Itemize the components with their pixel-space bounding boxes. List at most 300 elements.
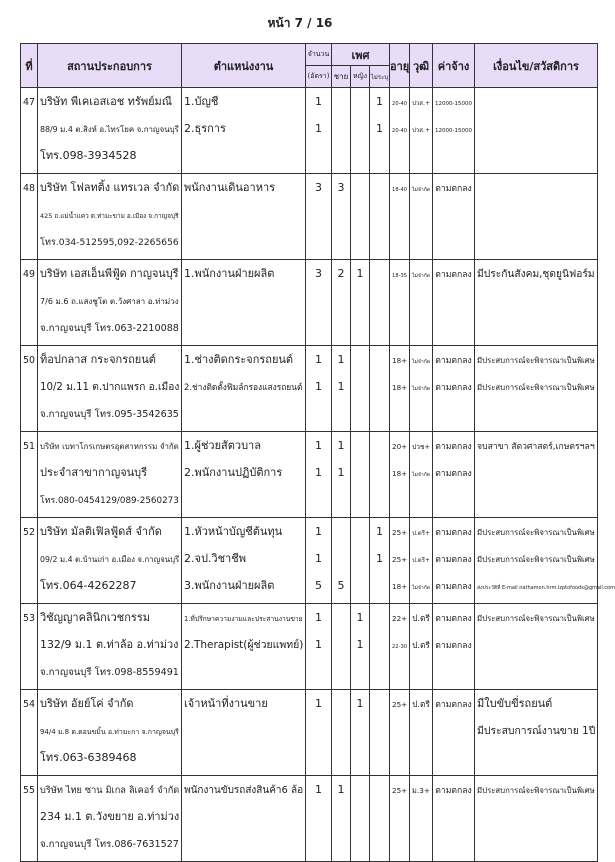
count-line [306, 350, 331, 377]
position-line [182, 694, 305, 721]
count-text: 3 [315, 181, 322, 194]
cell-position [182, 88, 306, 174]
count-line [306, 436, 331, 463]
cell-male [332, 518, 351, 604]
age-text: 25+ [392, 528, 408, 537]
position-line [182, 549, 305, 576]
education-line [410, 119, 432, 146]
company-text: จ.กาญจนบุรี โทร.098-8559491 [40, 667, 179, 678]
company-text: โทร.080-0454129/089-2560273 [40, 496, 179, 506]
cell-unspecified [370, 432, 390, 518]
age-line [390, 178, 409, 205]
no-line [21, 608, 37, 635]
no-text: 49 [23, 269, 35, 280]
position-line [182, 377, 305, 404]
company-line [38, 436, 181, 463]
conditions-text: มีประสบการณ์จะพิจารณาเป็นพิเศษ [477, 555, 595, 564]
cell-education [410, 604, 433, 690]
cell-age [390, 346, 410, 432]
no-line [21, 264, 37, 291]
company-text: บริษัท โฟลทติ้ง แทรเวล จำกัด [40, 181, 180, 194]
female-text: 1 [356, 638, 364, 651]
cell-wage [433, 690, 475, 776]
age-line [390, 119, 409, 146]
company-line [38, 205, 181, 232]
company-line [38, 635, 181, 662]
company-line [38, 146, 181, 173]
cell-wage [433, 88, 475, 174]
table-row [21, 174, 598, 260]
cell-wage [433, 604, 475, 690]
age-line [390, 635, 409, 662]
cell-age [390, 432, 410, 518]
education-text: ไม่จำกัด [412, 386, 431, 392]
cell-education [410, 690, 433, 776]
page-title: หน้า 7 / 16 [267, 16, 333, 30]
cell-count [306, 690, 332, 776]
company-text: 425 ถ.แม่น้ำแคว ต.ท่ามะขาม อ.เมือง จ.กาญจบุรี [40, 212, 179, 220]
male-line [332, 522, 350, 549]
wage-text: ตามตกลง [435, 356, 472, 366]
count-text: 1 [315, 122, 322, 135]
age-line [390, 694, 409, 721]
company-line [38, 662, 181, 689]
cell-conditions [475, 518, 615, 604]
cell-wage [433, 776, 475, 862]
cell-education [410, 88, 433, 174]
company-text: 94/4 ม.8 ต.ดอนขมิ้น อ.ท่ามะกา จ.กาญจนบุรี [40, 728, 179, 736]
cell-conditions [475, 260, 598, 346]
conditions-line [475, 350, 597, 377]
wage-text: ตามตกลง [435, 614, 472, 624]
count-line [306, 178, 331, 205]
education-text: ป.ตรี+ [412, 557, 430, 564]
conditions-line [475, 694, 597, 721]
cell-wage [433, 346, 475, 432]
age-line [390, 377, 409, 404]
cell-unspecified [370, 604, 390, 690]
education-text: ไม่จำกัด [412, 585, 431, 591]
unspecified-text: 1 [376, 95, 383, 108]
wage-text: 12000-15000 [435, 101, 472, 107]
position-text: 2.ช่างติดตั้งฟิมล์กรองแสงรถยนต์ [184, 382, 303, 392]
cell-position [182, 604, 306, 690]
no-text: 52 [23, 527, 35, 538]
company-text: บริษัท เอสเอ็นพีฟู้ด กาญจนบุรี [40, 267, 179, 280]
cell-count [306, 518, 332, 604]
header-count-unit: (อัตรา) [306, 66, 332, 88]
education-text: ปวส.+ [412, 100, 430, 107]
cell-company [38, 690, 182, 776]
wage-line [433, 119, 474, 146]
count-text: 1 [315, 525, 322, 538]
conditions-text: มีประสบการณ์จะพิจารณาเป็นพิเศษ [477, 383, 595, 392]
company-line [38, 463, 181, 490]
cell-no [21, 346, 38, 432]
no-text: 47 [23, 97, 35, 108]
education-line [410, 264, 432, 291]
unspecified-line [370, 549, 389, 576]
no-text: 54 [23, 699, 35, 710]
company-line [38, 119, 181, 146]
position-line [182, 780, 305, 807]
count-text: 1 [315, 439, 322, 452]
company-text: ท็อปกลาส กระจกรถยนต์ [40, 353, 156, 366]
company-line [38, 318, 181, 345]
conditions-text: มีประสบการณ์จะพิจารณาเป็นพิเศษ [477, 356, 595, 365]
count-line [306, 576, 331, 603]
count-line [306, 549, 331, 576]
header-wage: ค่าจ้าง [433, 44, 475, 88]
cell-position [182, 260, 306, 346]
company-text: บริษัท เบทาโกรเกษตรอุตสาหกรรม จำกัด [40, 442, 179, 451]
count-line [306, 463, 331, 490]
cell-male [332, 690, 351, 776]
company-text: โทร.034-512595,092-2265656 [40, 238, 179, 248]
wage-line [433, 780, 474, 807]
no-line [21, 522, 37, 549]
wage-text: ตามตกลง [435, 786, 472, 796]
cell-no [21, 776, 38, 862]
job-listing-table [20, 43, 615, 862]
count-text: 1 [315, 353, 322, 366]
age-text: 20-40 [392, 128, 407, 134]
male-line [332, 549, 350, 576]
position-line [182, 178, 305, 205]
age-text: 20-40 [392, 101, 407, 107]
company-text: ประจำสาขากาญจนบุรี [40, 466, 148, 479]
age-line [390, 92, 409, 119]
cell-position [182, 776, 306, 862]
count-text: 1 [315, 638, 322, 651]
cell-position [182, 174, 306, 260]
company-text: 09/2 ม.4 ต.บ้านเก่า อ.เมือง จ.กาญจนบุรี [40, 555, 180, 564]
cell-no [21, 88, 38, 174]
position-line [182, 350, 305, 377]
cell-education [410, 776, 433, 862]
cell-unspecified [370, 346, 390, 432]
conditions-text: จบสาขา สัตวศาสตร์,เกษตรฯลฯ [477, 442, 595, 452]
age-line [390, 549, 409, 576]
wage-line [433, 576, 474, 603]
company-text: 88/9 ม.4 ต.สิงห์ อ.ไทรโยค จ.กาญจนบุรี [40, 125, 179, 134]
wage-line [433, 463, 474, 490]
company-text: บริษัท ไทย ซาน มิเกล ลิเคอร์ จำกัด [40, 785, 180, 796]
company-line [38, 92, 181, 119]
age-text: 18+ [392, 469, 408, 478]
cell-female [351, 518, 370, 604]
cell-female [351, 604, 370, 690]
count-line [306, 119, 331, 146]
position-line [182, 463, 305, 490]
header-position: ตำแหน่งงาน [182, 44, 306, 88]
table-row [21, 604, 598, 690]
education-text: ม.3+ [412, 786, 430, 795]
position-line [182, 576, 305, 603]
cell-count [306, 776, 332, 862]
no-line [21, 178, 37, 205]
conditions-line [475, 549, 597, 576]
cell-male [332, 432, 351, 518]
male-text: 3 [337, 181, 345, 194]
cell-male [332, 776, 351, 862]
cell-unspecified [370, 518, 390, 604]
education-text: ไม่จำกัด [412, 472, 431, 478]
wage-text: ตามตกลง [435, 582, 472, 592]
education-line [410, 576, 432, 603]
education-line [410, 635, 432, 662]
no-text: 55 [23, 785, 35, 796]
position-text: 3.พนักงานฝ่ายผลิต [184, 579, 275, 592]
count-line [306, 780, 331, 807]
male-text: 1 [337, 380, 345, 393]
wage-text: ตามตกลง [435, 555, 472, 565]
male-text: 2 [337, 267, 345, 280]
wage-line [433, 350, 474, 377]
age-text: 25+ [392, 555, 408, 564]
no-text: 51 [23, 441, 35, 452]
education-text: ไม่จำกัด [412, 187, 431, 193]
company-text: 234 ม.1 ต.วังขยาย อ.ท่าม่วง [40, 810, 180, 823]
wage-text: ตามตกลง [435, 270, 472, 280]
company-line [38, 721, 181, 748]
cell-age [390, 88, 410, 174]
position-line [182, 635, 305, 662]
wage-line [433, 522, 474, 549]
male-text: 1 [337, 439, 345, 452]
conditions-text: มีประสบการณ์จะพิจารณาเป็นพิเศษ [477, 528, 595, 537]
education-text: ปวส.+ [412, 127, 430, 134]
company-line [38, 377, 181, 404]
cell-conditions [475, 346, 598, 432]
header-education: วุฒิ [410, 44, 433, 88]
count-line [306, 608, 331, 635]
no-text: 48 [23, 183, 35, 194]
cell-company [38, 432, 182, 518]
cell-position [182, 432, 306, 518]
cell-female [351, 346, 370, 432]
cell-conditions [475, 174, 598, 260]
cell-position [182, 518, 306, 604]
position-line [182, 522, 305, 549]
company-line [38, 834, 181, 861]
count-text: 1 [315, 552, 322, 565]
cell-company [38, 518, 182, 604]
header-no: ที่ [21, 44, 38, 88]
table-row [21, 346, 598, 432]
position-line [182, 264, 305, 291]
cell-female [351, 690, 370, 776]
cell-female [351, 776, 370, 862]
conditions-line [475, 608, 597, 635]
count-text: 3 [315, 267, 322, 280]
age-line [390, 608, 409, 635]
company-line [38, 522, 181, 549]
company-line [38, 608, 181, 635]
conditions-line [475, 436, 597, 463]
company-line [38, 807, 181, 834]
age-text: 25+ [392, 700, 408, 709]
header-male: ชาย [332, 66, 351, 88]
cell-male [332, 88, 351, 174]
age-line [390, 576, 409, 603]
cell-no [21, 432, 38, 518]
table-row [21, 690, 598, 776]
cell-male [332, 260, 351, 346]
cell-count [306, 604, 332, 690]
company-text: โทร.098-3934528 [40, 149, 137, 162]
wage-line [433, 635, 474, 662]
company-line [38, 232, 181, 259]
position-text: 2.ธุรการ [184, 122, 226, 135]
unspecified-text: 1 [376, 552, 383, 565]
wage-line [433, 377, 474, 404]
conditions-line [475, 264, 597, 291]
wage-text: 12000-15000 [435, 128, 472, 134]
cell-female [351, 432, 370, 518]
education-line [410, 780, 432, 807]
cell-age [390, 604, 410, 690]
male-text: 1 [337, 353, 345, 366]
company-line [38, 178, 181, 205]
company-text: จ.กาญจนบุรี โทร.095-3542635 [40, 409, 179, 420]
education-line [410, 463, 432, 490]
count-line [306, 694, 331, 721]
wage-line [433, 92, 474, 119]
age-text: 18+ [392, 582, 408, 591]
age-line [390, 522, 409, 549]
female-text: 1 [356, 697, 364, 710]
age-line [390, 264, 409, 291]
male-line [332, 377, 350, 404]
company-text: บริษัท พีเคเอสเอช ทรัพย์มณี [40, 95, 172, 108]
cell-education [410, 432, 433, 518]
cell-wage [433, 518, 475, 604]
company-line [38, 264, 181, 291]
company-text: โทร.064-4262287 [40, 579, 137, 592]
wage-text: ตามตกลง [435, 700, 472, 710]
cell-age [390, 174, 410, 260]
cell-unspecified [370, 776, 390, 862]
education-text: ป.ตรี [412, 613, 430, 623]
wage-text: ตามตกลง [435, 528, 472, 538]
cell-education [410, 346, 433, 432]
cell-company [38, 88, 182, 174]
cell-company [38, 346, 182, 432]
company-line [38, 576, 181, 603]
unspecified-line [370, 92, 389, 119]
age-line [390, 463, 409, 490]
conditions-text: ส่งประวัติที่ E-mail nathamon.hrm.lzptofoods@gmail.com [477, 585, 615, 591]
no-line [21, 350, 37, 377]
company-text: 132/9 ม.1 ต.ท่าล้อ อ.ท่าม่วง [40, 638, 179, 651]
cell-unspecified [370, 260, 390, 346]
count-text: 1 [315, 380, 322, 393]
education-line [410, 350, 432, 377]
education-line [410, 377, 432, 404]
cell-education [410, 260, 433, 346]
count-text: 1 [315, 466, 322, 479]
education-text: ป.ตรี+ [412, 530, 430, 537]
count-text: 1 [315, 783, 322, 796]
cell-count [306, 432, 332, 518]
table-row [21, 518, 598, 604]
male-line [332, 178, 350, 205]
count-line [306, 635, 331, 662]
age-line [390, 780, 409, 807]
female-line [351, 608, 369, 635]
cell-male [332, 604, 351, 690]
age-text: 18+ [392, 383, 408, 392]
company-line [38, 490, 181, 517]
unspecified-line [370, 522, 389, 549]
cell-company [38, 260, 182, 346]
company-text: จ.กาญจนบุรี โทร.086-7631527 [40, 839, 179, 850]
cell-wage [433, 432, 475, 518]
education-text: ป.ตรี [412, 640, 430, 650]
table-header [21, 44, 598, 88]
company-line [38, 291, 181, 318]
cell-wage [433, 260, 475, 346]
company-text: จ.กาญจนบุรี โทร.063-2210088 [40, 323, 179, 334]
conditions-line [475, 780, 597, 807]
cell-female [351, 260, 370, 346]
header-gender: เพศ [332, 44, 390, 66]
unspecified-line [370, 576, 389, 603]
age-text: 20+ [392, 442, 408, 451]
conditions-text: มีประกันสังคม,ชุดยูนิฟอร์ม [477, 269, 595, 280]
position-text: 1.พนักงานฝ่ายผลิต [184, 267, 275, 280]
position-text: 1.ที่ปรึกษาความงามและประสานงานขาย [184, 615, 303, 623]
cell-no [21, 604, 38, 690]
cell-education [410, 518, 433, 604]
cell-position [182, 346, 306, 432]
table-row [21, 260, 598, 346]
female-line [351, 635, 369, 662]
header-conditions: เงื่อนไข/สวัสดิการ [475, 44, 598, 88]
age-text: 22-30 [392, 644, 407, 650]
cell-conditions [475, 776, 598, 862]
wage-line [433, 694, 474, 721]
header-count: จำนวน [306, 44, 332, 66]
cell-count [306, 174, 332, 260]
position-text: 1.ช่างติดกระจกรถยนต์ [184, 353, 294, 366]
no-line [21, 694, 37, 721]
wage-line [433, 549, 474, 576]
female-text: 1 [356, 611, 364, 624]
wage-line [433, 264, 474, 291]
male-line [332, 463, 350, 490]
cell-count [306, 88, 332, 174]
wage-text: ตามตกลง [435, 469, 472, 479]
education-text: ไม่จำกัด [412, 273, 431, 279]
wage-line [433, 436, 474, 463]
cell-male [332, 174, 351, 260]
count-text: 1 [315, 697, 322, 710]
education-line [410, 178, 432, 205]
cell-company [38, 174, 182, 260]
cell-age [390, 518, 410, 604]
conditions-line [475, 522, 597, 549]
cell-conditions [475, 88, 598, 174]
count-line [306, 92, 331, 119]
education-line [410, 522, 432, 549]
header-company: สถานประกอบการ [38, 44, 182, 88]
wage-text: ตามตกลง [435, 184, 472, 194]
cell-no [21, 174, 38, 260]
count-text: 5 [315, 579, 322, 592]
no-text: 53 [23, 613, 35, 624]
